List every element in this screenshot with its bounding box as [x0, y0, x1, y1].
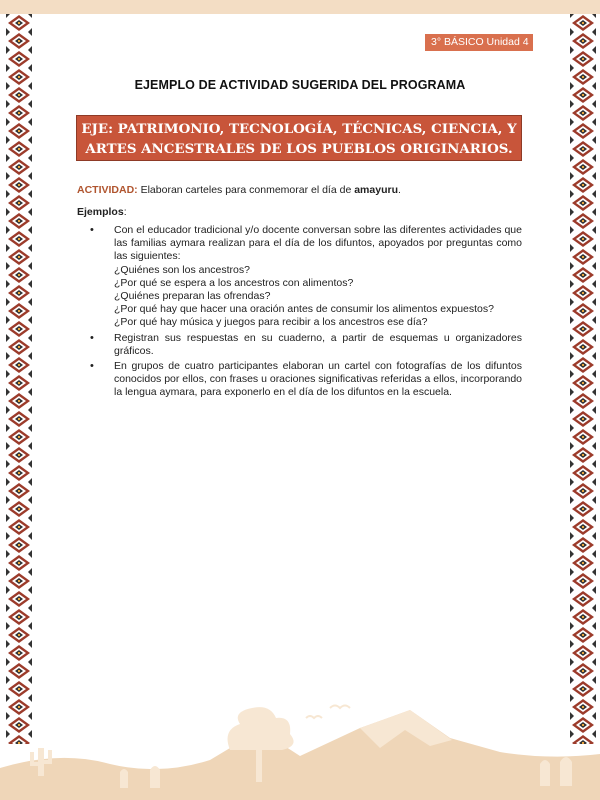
- eje-line-1: EJE: PATRIMONIO, TECNOLOGÍA, TÉCNICAS, CIENCIA, Y: [81, 121, 517, 137]
- landscape-ground: [0, 710, 600, 800]
- question-item: ¿Por qué hay que hacer una oración antes de consumir los alimentos expuestos?: [114, 303, 494, 316]
- question-item: ¿Quiénes son los ancestros?: [114, 263, 250, 276]
- page-title: EJEMPLO DE ACTIVIDAD SUGERIDA DEL PROGRAMA: [134, 78, 466, 92]
- bullet-marker: •: [90, 224, 94, 236]
- bird-shape: [306, 716, 322, 718]
- unit-badge: 3° BÁSICO Unidad 4: [425, 34, 533, 51]
- list-item: [90, 224, 522, 330]
- activity-end: .: [398, 184, 401, 196]
- question-item: ¿Por qué hay música y juegos para recibir a los ancestros ese día?: [114, 316, 428, 329]
- examples-colon: :: [123, 206, 127, 218]
- list-item: [90, 332, 522, 358]
- list-item: [90, 360, 522, 400]
- question-item: ¿Quiénes preparan las ofrendas?: [114, 290, 271, 303]
- activity-line: [77, 184, 401, 196]
- eje-banner: [76, 115, 522, 161]
- examples-label: Ejemplos: [77, 206, 124, 218]
- landscape-silhouette-illustration: [0, 690, 600, 800]
- bird-shape: [330, 706, 350, 709]
- list-item-text: Registran sus respuestas en su cuaderno, a partir de esquemas u organizadores gráficos.: [114, 331, 522, 357]
- list-item-text-block: [114, 224, 522, 330]
- activity-bold-word: amayuru: [354, 184, 398, 196]
- right-pattern-border: [570, 14, 596, 744]
- left-pattern-border: [6, 14, 32, 744]
- list-item-text: Con el educador tradicional y/o docente conversan sobre las diferentes actividades que las familias aymara realizan para el día de los difuntos, apoyados por preguntas como las siguientes:: [114, 224, 522, 263]
- examples-heading: [77, 206, 127, 218]
- bullet-marker: •: [90, 360, 94, 373]
- eje-line-2: ARTES ANCESTRALES DE LOS PUEBLOS ORIGINARIOS.: [85, 141, 513, 157]
- bullet-marker: •: [90, 331, 94, 344]
- activity-text: Elaboran carteles para conmemorar el día de: [137, 184, 355, 196]
- activity-label: ACTIVIDAD:: [77, 184, 138, 196]
- examples-list: [90, 224, 522, 402]
- list-item-text: En grupos de cuatro participantes elaboran un cartel con fotografías de los difuntos conocidos por ellos, con frases u oraciones significativas referidas a ellos, incorporando la lengua aymara, para exponerlo en el día de los difuntos en la escuela.: [114, 360, 522, 399]
- question-item: ¿Por qué se espera a los ancestros con alimentos?: [114, 276, 354, 289]
- top-decorative-band: [0, 0, 600, 14]
